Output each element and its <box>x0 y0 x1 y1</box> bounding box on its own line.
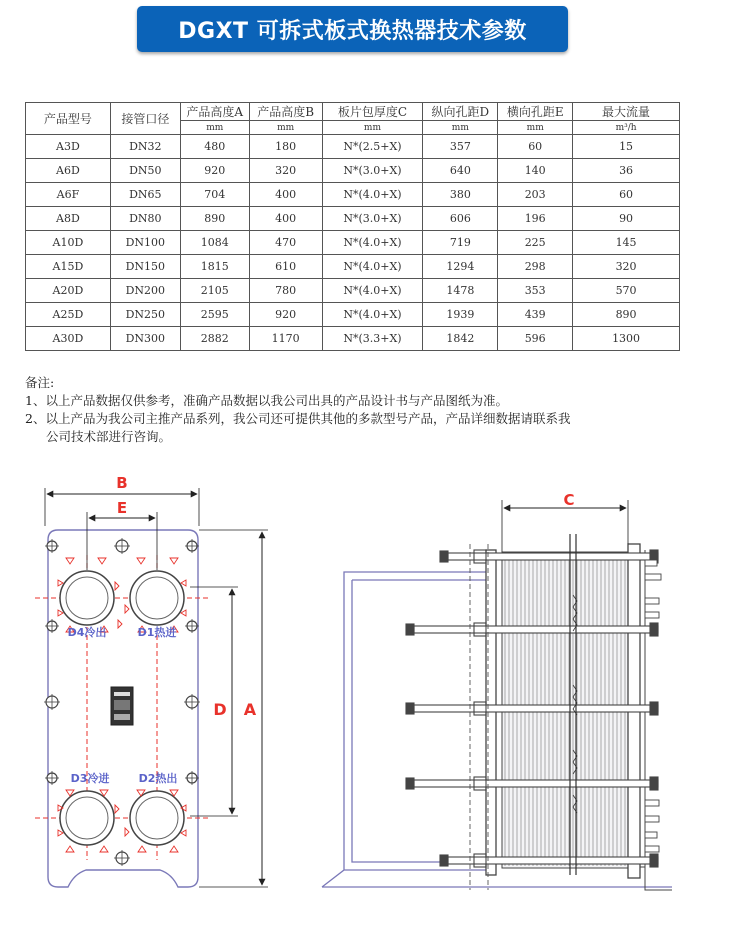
dimension-c <box>502 491 628 552</box>
table-cell: 439 <box>498 303 573 327</box>
table-cell: DN150 <box>110 255 180 279</box>
table-cell: 1815 <box>180 255 249 279</box>
parameter-table <box>25 102 680 351</box>
table-cell: 1478 <box>423 279 498 303</box>
table-cell: 36 <box>573 159 680 183</box>
table-cell: A3D <box>26 135 111 159</box>
frame-side-view <box>322 534 672 890</box>
table-cell: A10D <box>26 231 111 255</box>
table-cell: 320 <box>249 159 322 183</box>
table-cell: 704 <box>180 183 249 207</box>
table-cell: N*(2.5+X) <box>322 135 423 159</box>
table-cell: 400 <box>249 183 322 207</box>
unit-max-flow: m³/h <box>573 121 680 135</box>
table-row <box>26 135 680 159</box>
table-cell: DN80 <box>110 207 180 231</box>
table-cell: A6D <box>26 159 111 183</box>
table-cell: 1170 <box>249 327 322 351</box>
table-cell: N*(4.0+X) <box>322 255 423 279</box>
table-cell: 570 <box>573 279 680 303</box>
table-cell: 2105 <box>180 279 249 303</box>
table-cell: 606 <box>423 207 498 231</box>
table-cell: 890 <box>573 303 680 327</box>
title-banner <box>137 6 568 52</box>
nameplate <box>111 687 133 725</box>
plate-front-view <box>35 530 210 887</box>
table-cell: 596 <box>498 327 573 351</box>
table-row <box>26 231 680 255</box>
table-body <box>26 135 680 351</box>
table-cell: 1300 <box>573 327 680 351</box>
header-max-flow: 最大流量 <box>573 103 680 121</box>
table-row <box>26 207 680 231</box>
header-thickness-c: 板片包厚度C <box>322 103 423 121</box>
label-a: A <box>243 700 257 719</box>
label-d: D <box>213 700 227 719</box>
unit-vertical-d: mm <box>423 121 498 135</box>
table-cell: 1939 <box>423 303 498 327</box>
table-cell: 920 <box>180 159 249 183</box>
notes-heading: 备注: <box>25 375 55 390</box>
port-d3-label: D3冷进 <box>70 772 110 785</box>
unit-height-a: mm <box>180 121 249 135</box>
table-cell: 2595 <box>180 303 249 327</box>
unit-thickness-c: mm <box>322 121 423 135</box>
table-cell: 196 <box>498 207 573 231</box>
table-cell: 60 <box>498 135 573 159</box>
table-cell: 90 <box>573 207 680 231</box>
header-height-a: 产品高度A <box>180 103 249 121</box>
table-cell: 640 <box>423 159 498 183</box>
table-cell: DN50 <box>110 159 180 183</box>
table-cell: N*(4.0+X) <box>322 183 423 207</box>
table-row <box>26 183 680 207</box>
table-row <box>26 159 680 183</box>
table-cell: 400 <box>249 207 322 231</box>
table-row <box>26 255 680 279</box>
table-cell: N*(3.0+X) <box>322 207 423 231</box>
table-cell: DN32 <box>110 135 180 159</box>
table-cell: 610 <box>249 255 322 279</box>
table-cell: A8D <box>26 207 111 231</box>
table-cell: 15 <box>573 135 680 159</box>
dimension-e <box>87 499 157 570</box>
label-c: C <box>563 491 575 509</box>
table-cell: DN100 <box>110 231 180 255</box>
table-cell: 145 <box>573 231 680 255</box>
notes <box>25 374 715 446</box>
note-2: 2、以上产品为我公司主推产品系列，我公司还可提供其他的多款型号产品，产品详细数据请联系我 <box>25 411 571 426</box>
note-2-continued: 公司技术部进行咨询。 <box>46 429 172 444</box>
label-b: B <box>116 474 128 492</box>
port-d1-label: D1热进 <box>137 626 177 639</box>
table-cell: 470 <box>249 231 322 255</box>
table-row <box>26 279 680 303</box>
header-model: 产品型号 <box>26 103 111 135</box>
table-cell: 60 <box>573 183 680 207</box>
table-cell: 1294 <box>423 255 498 279</box>
table-cell: DN65 <box>110 183 180 207</box>
dimension-a <box>199 530 268 887</box>
table-row <box>26 303 680 327</box>
table-row <box>26 327 680 351</box>
table-cell: DN300 <box>110 327 180 351</box>
unit-horizontal-e: mm <box>498 121 573 135</box>
table-cell: 357 <box>423 135 498 159</box>
table-cell: 203 <box>498 183 573 207</box>
table-cell: A15D <box>26 255 111 279</box>
table-cell: DN200 <box>110 279 180 303</box>
table-cell: 1842 <box>423 327 498 351</box>
port-d2-label: D2热出 <box>138 772 178 785</box>
unit-height-b: mm <box>249 121 322 135</box>
port-d2 <box>130 791 184 845</box>
header-height-b: 产品高度B <box>249 103 322 121</box>
table-cell: 353 <box>498 279 573 303</box>
label-e: E <box>116 499 128 517</box>
table-cell: 719 <box>423 231 498 255</box>
table-cell: N*(3.3+X) <box>322 327 423 351</box>
table-cell: A30D <box>26 327 111 351</box>
table-cell: 140 <box>498 159 573 183</box>
table-cell: N*(4.0+X) <box>322 231 423 255</box>
table-cell: 890 <box>180 207 249 231</box>
table-cell: 2882 <box>180 327 249 351</box>
table-cell: N*(4.0+X) <box>322 279 423 303</box>
table-cell: N*(4.0+X) <box>322 303 423 327</box>
table-cell: A25D <box>26 303 111 327</box>
port-d4-label: D4冷出 <box>67 626 107 639</box>
page-title: DGXT 可拆式板式换热器技术参数 <box>178 18 527 44</box>
port-d1 <box>130 571 184 625</box>
table-cell: 1084 <box>180 231 249 255</box>
table-cell: 920 <box>249 303 322 327</box>
table-cell: 225 <box>498 231 573 255</box>
table-cell: 380 <box>423 183 498 207</box>
table-cell: 320 <box>573 255 680 279</box>
header-pipe-size: 接管口径 <box>110 103 180 135</box>
dimension-drawing <box>0 460 738 949</box>
header-horizontal-e: 横向孔距E <box>498 103 573 121</box>
table-cell: DN250 <box>110 303 180 327</box>
header-vertical-d: 纵向孔距D <box>423 103 498 121</box>
table-cell: 780 <box>249 279 322 303</box>
port-d4 <box>60 571 114 625</box>
table-cell: A20D <box>26 279 111 303</box>
port-d3 <box>60 791 114 845</box>
table-cell: 298 <box>498 255 573 279</box>
table-cell: 480 <box>180 135 249 159</box>
table-cell: A6F <box>26 183 111 207</box>
table-cell: 180 <box>249 135 322 159</box>
note-1: 1、以上产品数据仅供参考，准确产品数据以我公司出具的产品设计书与产品图纸为准。 <box>25 393 508 408</box>
table-cell: N*(3.0+X) <box>322 159 423 183</box>
